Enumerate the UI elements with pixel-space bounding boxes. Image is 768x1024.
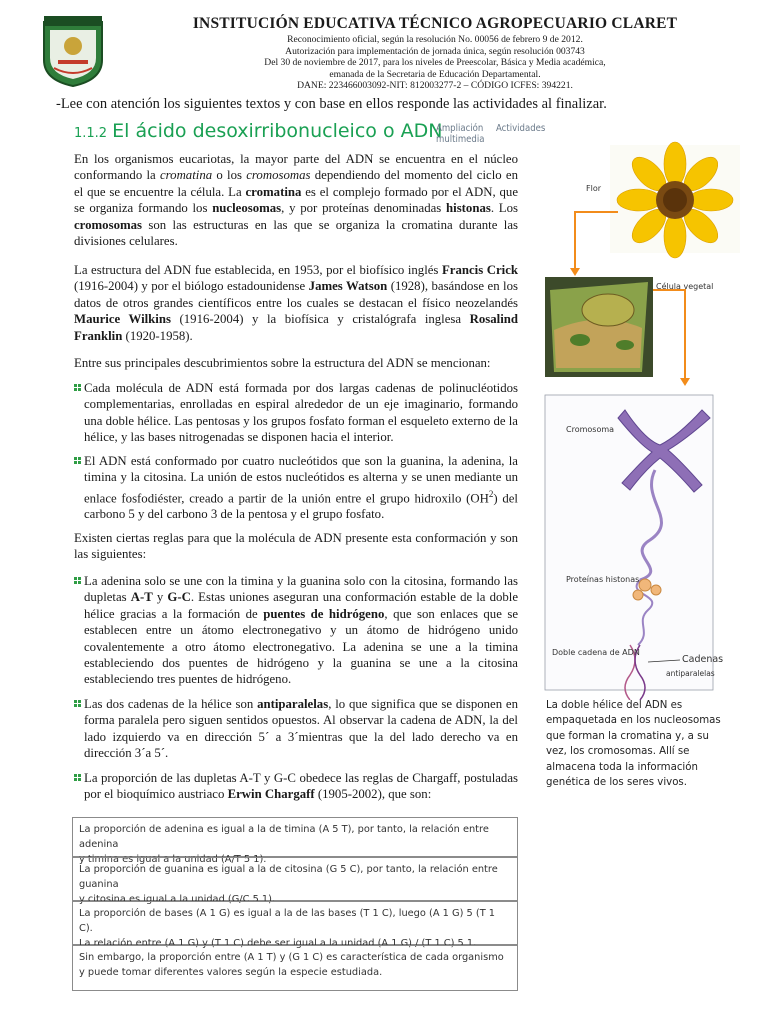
section-number: 1.1.2: [74, 126, 108, 141]
bullet-icon: [74, 700, 82, 708]
arrow-head: [570, 268, 580, 276]
bullet-icon: [74, 384, 82, 392]
header-line: DANE: 223466003092-NIT: 812003277-2 – CÓDIGO ICFES: 394221.: [297, 80, 573, 92]
list-item: La adenina solo se une con la timina y la guanina solo con la citosina, formando las dupletas A-T y G-C. Estas uniones aseguran una conformación estable de la doble hélice gracias a la formación de puentes de hidrógeno, que son enlaces que se establecen entre un átomo electronegativo y un átomo de hidrógeno unido covalentemente a otro átomo electronegativo. La adenina se une a la timina estableciendo dos puentes de hidrógeno y la guanina se une a la citosina estableciendo tres puentes de hidrógeno.: [74, 573, 518, 688]
bullet-icon: [74, 774, 82, 782]
paragraph-discovery: La estructura del ADN fue establecida, en 1953, por el biofísico inglés Francis Crick (1916-2004) y por el biólogo estadounidense James Watson (1928), basándose en los datos de otros grandes científicos entre los cuales se destacan el físico neozelandés Maurice Wilkins (1916-2004) y la biofísica y cristalógrafa inglesa Rosalind Franklin (1920-1958).: [74, 263, 519, 343]
header: [120, 14, 750, 92]
chargaff-rule-box: La proporción de adenina es igual a la de timina (A 5 T), por tanto, la relación entre adenina y timina es igual a la unidad (A/T 5 1).: [72, 817, 518, 857]
list-item: Cada molécula de ADN está formada por dos largas cadenas de polinucléotidos complementarias, enrolladas en espiral alrededor de un eje imaginario, formando una doble hélice. Las pentosas y los grupos fosfato forman el esqueleto externo de la hélice, y las bases nitrogenadas se disponen hacia el interior.: [74, 380, 518, 446]
label-double-strand: Doble cadena de ADN: [552, 648, 640, 657]
header-line: emanada de la Secretaria de Educación Departamental.: [329, 68, 541, 80]
arrow-head: [680, 378, 690, 386]
header-line: Reconocimiento oficial, según la resolución No. 00056 de febrero 9 de 2012.: [287, 34, 583, 45]
institution-name: INSTITUCIÓN EDUCATIVA TÉCNICO AGROPECUARIO CLARET: [192, 15, 678, 32]
sunflower-image: [610, 142, 740, 258]
multimedia-tag[interactable]: Ampliación multimedia: [436, 123, 485, 145]
header-line: Autorización para implementación de jornada única, según resolución 003743: [285, 45, 585, 57]
label-strands: Cadenas: [682, 654, 724, 665]
paragraph-rules: Existen ciertas reglas para que la molécula de ADN presente esta conformación y son las siguientes:: [74, 531, 518, 562]
section-heading: [74, 120, 442, 142]
chargaff-rule-box: La proporción de guanina es igual a la de citosina (G 5 C), por tanto, la relación entre guanina y citosina es igual a la unidad (G/C 5 1).: [72, 857, 518, 901]
activities-tag[interactable]: Actividades: [496, 123, 546, 134]
list-item: El ADN está conformado por cuatro nucleótidos que son la guanina, la adenina, la timina y la citosina. La unión de estos nucleótidos es alterna y se unen mediante un enlace fosfodiéster, creado a partir de la unión entre el grupo hidroxilo $(OH^2)$ del carbono 5 y del carbono 3 de la pentosa y el grupo fosfato.: [74, 453, 518, 523]
list-item: La proporción de las dupletas A-T y G-C obedece las reglas de Chargaff, postuladas por el bioquímico austriaco Erwin Chargaff (1905-2002), que son:: [74, 770, 518, 803]
section-title: El ácido desoxirribonucleico o ADN: [112, 120, 443, 142]
label-antiparallel: antiparalelas: [666, 669, 715, 678]
paragraph-intro-discoveries: Entre sus principales descubrimientos sobre la estructura del ADN se mencionan:: [74, 356, 491, 370]
list-item: Las dos cadenas de la hélice son antiparalelas, lo que significa que se disponen en forma paralela pero siguen sentidos opuestos. Al observar la cadena de ADN, la del lado izquierdo va en dirección 5´ a 3´mientras que la del lado derecho va en dirección 3´a 5´.: [74, 696, 518, 762]
figure-caption: La doble hélice del ADN es empaquetada en los nucleosomas que forman la cromatina y, a su vez, los cromosomas. Allí se almacena toda la información genética de los seres vivos.: [546, 700, 721, 789]
dna-packaging-figure: [530, 140, 750, 700]
label-flower: Flor: [586, 184, 602, 193]
instructions: -Lee con atención los siguientes textos y con base en ellos responde las actividades al finalizar.: [56, 96, 607, 112]
label-plant-cell: Célula vegetal: [656, 282, 714, 291]
chargaff-rule-box: Sin embargo, la proporción entre (A 1 T) y (G 1 C) es característica de cada organismo y puede tomar diferentes valores según la especie estudiada.: [72, 945, 518, 991]
label-histone-proteins: Proteínas histonas: [566, 575, 640, 584]
paragraph-chromatin: En los organismos eucariotas, la mayor parte del ADN se encuentra en el núcleo conformando la cromatina o los cromosomas dependiendo del momento del ciclo en el que se encuentre la célula. La cromatina es el complejo formado por el ADN, que se organiza formando los nucleosomas, y por proteínas denominadas histonas. Los cromosomas son las estructuras en las que se organiza la cromatina durante las divisiones celulares.: [74, 152, 518, 249]
school-seal-logo: [40, 12, 106, 88]
header-line: Del 30 de noviembre de 2017, para los niveles de Preescolar, Básica y Media académica,: [264, 57, 606, 69]
bullet-icon: [74, 457, 82, 465]
plant-cell-image: [545, 277, 653, 377]
label-chromosome: Cromosoma: [566, 425, 615, 434]
chargaff-rule-box: La proporción de bases (A 1 G) es igual a la de las bases (T 1 C), luego (A 1 G) 5 (T 1 C). La relación entre (A 1 G) y (T 1 C) debe ser igual a la unidad (A 1 G) / (T 1 C) 5 1.: [72, 901, 518, 945]
bullet-icon: [74, 577, 82, 585]
